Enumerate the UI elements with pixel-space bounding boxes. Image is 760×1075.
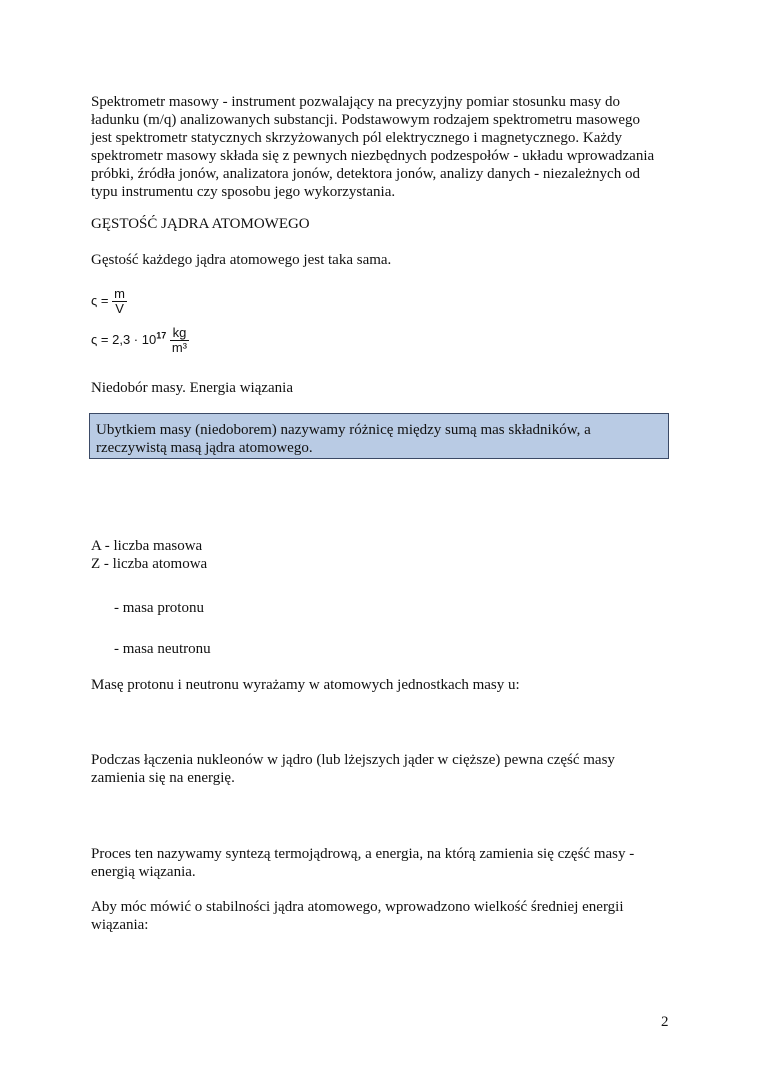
density-value: 2,3 · 10 xyxy=(112,331,157,347)
mass-over-volume-fraction xyxy=(112,287,127,316)
legend-mass-number: A - liczba masowa xyxy=(91,538,203,554)
neutron-mass-label: - masa neutronu xyxy=(114,641,211,657)
equals-sign: = xyxy=(100,331,109,347)
page-number: 2 xyxy=(661,1014,669,1030)
unit-numerator: kg xyxy=(170,326,189,341)
rho-symbol: ς xyxy=(91,331,98,347)
proton-mass-label: - masa protonu xyxy=(114,600,204,616)
fraction-denominator: V xyxy=(115,301,124,316)
rho-symbol: ς xyxy=(91,292,98,308)
density-value-formula xyxy=(91,326,189,355)
density-formula xyxy=(91,287,127,316)
definition-text: Ubytkiem masy (niedoborem) nazywamy różnicę między sumą mas składników, a rzeczywistą masą jądra atomowego. xyxy=(96,422,591,456)
intro-paragraph: Spektrometr masowy - instrument pozwalający na precyzyjny pomiar stosunku masy do ładunku (m/q) analizowanych substancji. Podstawowym rodzajem spektrometru masowego jest spektrometr statycznych skrzyżowanych pól elektrycznego i magnetycznego. Każdy spektrometr masowy składa się z pewnych niezbędnych podzespołów - układu wprowadzania próbki, źródła jonów, analizatora jonów, detektora jonów, analizy danych - niezależnych od typu instrumentu czy sposobu jego wykorzystania. xyxy=(91,94,655,200)
stability-paragraph: Aby móc mówić o stabilności jądra atomowego, wprowadzono wielkość średniej energii wiązania: xyxy=(91,899,624,933)
density-exponent: 17 xyxy=(156,330,167,341)
legend-atomic-number: Z - liczba atomowa xyxy=(91,556,208,572)
definition-box xyxy=(89,413,669,459)
units-statement: Masę protonu i neutronu wyrażamy w atomowych jednostkach masy u: xyxy=(91,677,520,693)
section-heading-density: GĘSTOŚĆ JĄDRA ATOMOWEGO xyxy=(91,216,310,232)
fraction-numerator: m xyxy=(114,286,125,301)
equals-sign: = xyxy=(100,292,109,308)
fusion-paragraph: Podczas łączenia nukleonów w jądro (lub lżejszych jąder w cięższe) pewna część masy zamienia się na energię. xyxy=(91,752,615,786)
unit-denominator: m³ xyxy=(171,340,188,355)
unit-fraction xyxy=(170,326,189,355)
process-paragraph: Proces ten nazywamy syntezą termojądrową, a energia, na którą zamienia się część masy - energią wiązania. xyxy=(91,846,635,880)
density-statement: Gęstość każdego jądra atomowego jest taka sama. xyxy=(91,252,392,268)
section-heading-mass-defect: Niedobór masy. Energia wiązania xyxy=(91,380,294,396)
